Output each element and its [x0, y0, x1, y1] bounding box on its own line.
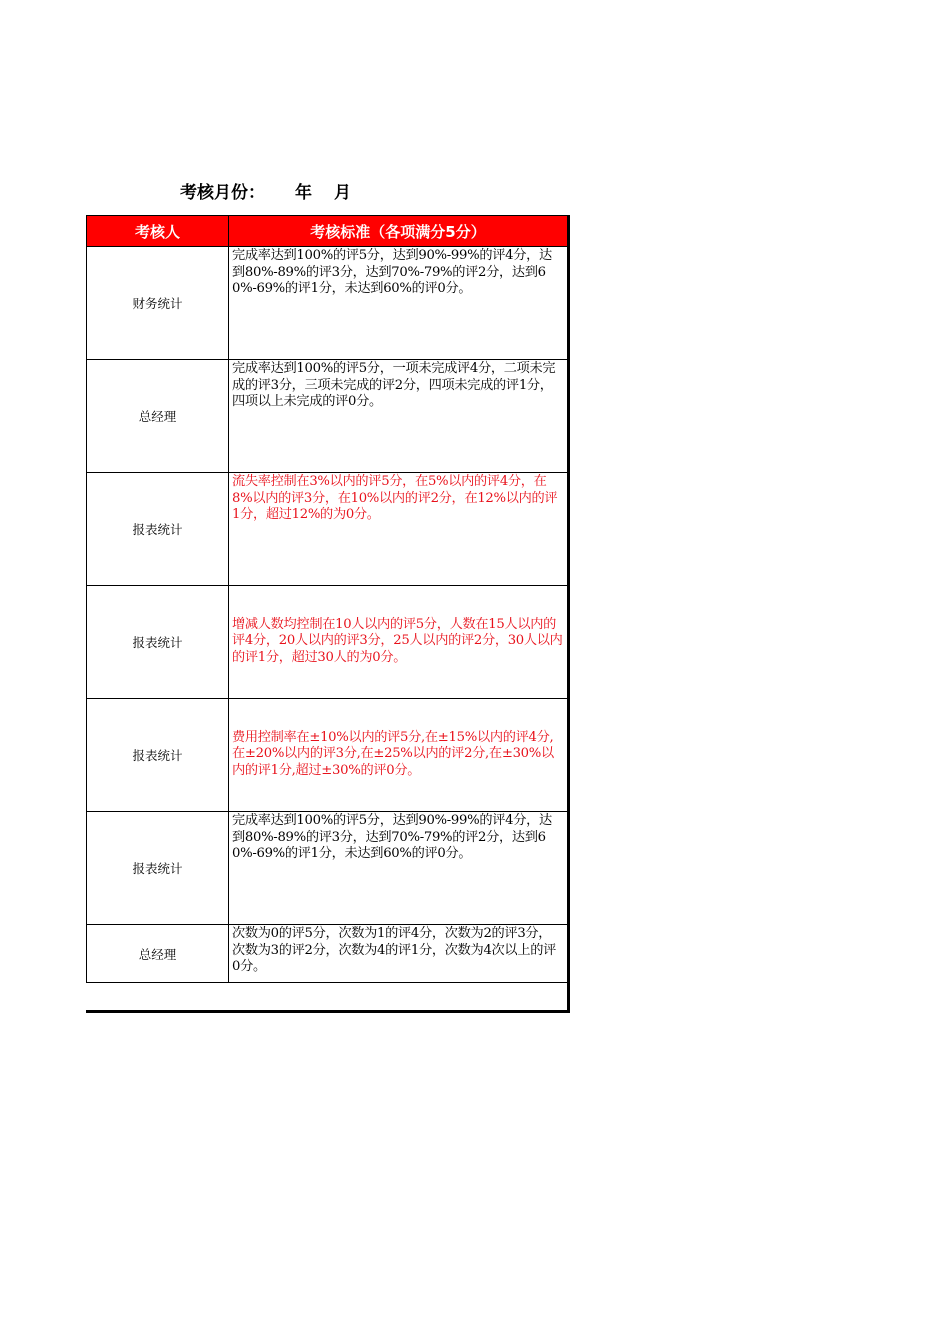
- assessment-month-label: 考核月份：: [180, 183, 265, 203]
- standard-cell: [229, 812, 568, 925]
- standard-cell: [229, 699, 568, 812]
- assessor-cell: 报表统计: [87, 699, 229, 812]
- table-row: [87, 812, 568, 925]
- month-label: 月: [334, 183, 351, 203]
- table-row: [87, 247, 568, 360]
- standard-text: 完成率达到100%的评5分，一项未完成评4分，二项未完成的评3分，三项未完成的评2分，四项未完成的评1分，四项以上未完成的评0分。: [232, 361, 556, 409]
- standard-text: 费用控制率在±10%以内的评5分,在±15%以内的评4分,在±20%以内的评3分,在±25%以内的评2分,在±30%以内的评1分,超过±30%的评0分。: [232, 729, 554, 778]
- column-header-assessor: 考核人: [87, 216, 229, 247]
- standard-cell: [229, 360, 568, 473]
- table-row: [87, 699, 568, 812]
- standard-text: 完成率达到100%的评5分，达到90%-99%的评4分，达到80%-89%的评3分，达到70%-79%的评2分，达到60%-69%的评1分，未达到60%的评0分。: [232, 248, 552, 296]
- standard-text: 次数为0的评5分，次数为1的评4分，次数为2的评3分，次数为3的评2分，次数为4的评1分，次数为4次以上的评0分。: [232, 926, 556, 974]
- table-row: [87, 360, 568, 473]
- assessor-cell: 财务统计: [87, 247, 229, 360]
- assessor-cell: 总经理: [87, 360, 229, 473]
- table-row: [87, 925, 568, 983]
- standard-text: 完成率达到100%的评5分，达到90%-99%的评4分，达到80%-89%的评3分，达到70%-79%的评2分，达到60%-69%的评1分，未达到60%的评0分。: [232, 813, 552, 861]
- assessment-table: [86, 215, 568, 983]
- standard-text: 流失率控制在3%以内的评5分，在5%以内的评4分，在8%以内的评3分，在10%以内的评2分，在12%以内的评1分，超过12%的为0分。: [232, 474, 558, 522]
- assessment-month-line: [180, 180, 351, 206]
- table-header-row: [87, 216, 568, 247]
- table-row: [87, 586, 568, 699]
- table-row: [87, 473, 568, 586]
- standard-text: 增减人数均控制在10人以内的评5分，人数在15人以内的评4分，20人以内的评3分，25人以内的评2分，30人以内的评1分，超过30人的为0分。: [232, 616, 563, 665]
- year-label: 年: [295, 183, 312, 203]
- assessor-cell: 报表统计: [87, 812, 229, 925]
- assessor-cell: 报表统计: [87, 473, 229, 586]
- standard-cell: [229, 473, 568, 586]
- standard-cell: [229, 586, 568, 699]
- standard-cell: [229, 925, 568, 983]
- assessor-cell: 报表统计: [87, 586, 229, 699]
- assessor-cell: 总经理: [87, 925, 229, 983]
- assessment-sheet: [86, 215, 570, 1013]
- column-header-standard: 考核标准（各项满分5分）: [229, 216, 568, 247]
- standard-cell: [229, 247, 568, 360]
